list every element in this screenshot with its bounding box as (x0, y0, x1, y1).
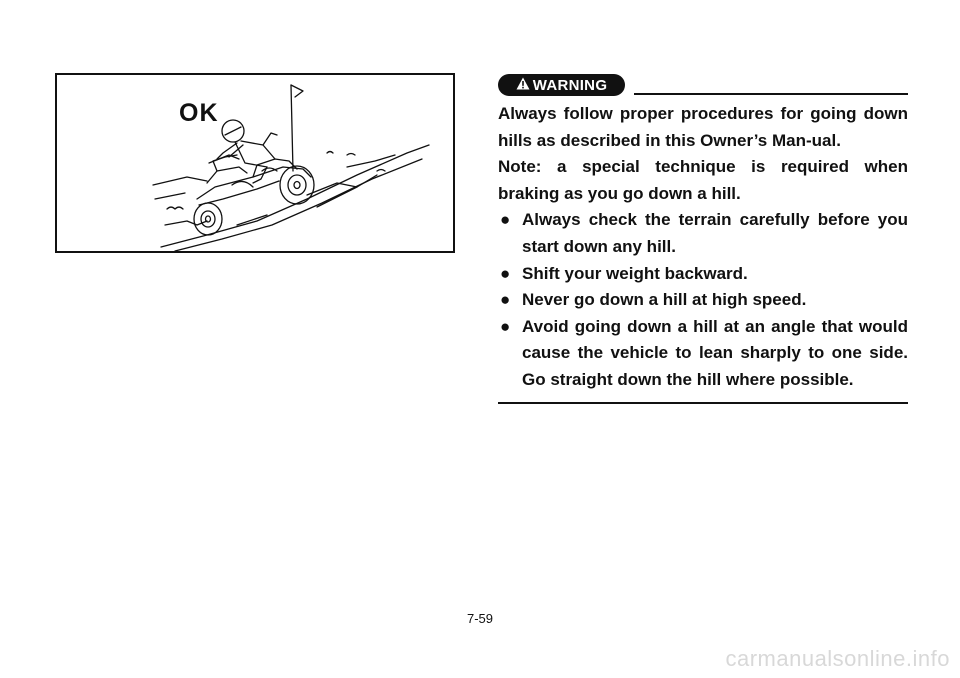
warning-bottom-rule (498, 402, 908, 404)
illustration-frame (55, 73, 455, 253)
list-item: ● Always check the terrain carefully before you start down any hill. (498, 207, 908, 260)
bullet-icon: ● (500, 290, 511, 310)
list-item: ● Shift your weight backward. (498, 261, 908, 288)
bullet-icon: ● (500, 316, 511, 336)
warning-header-rule (634, 93, 908, 95)
watermark: carmanualsonline.info (725, 646, 950, 671)
warning-body (498, 101, 908, 394)
warning-bullet-list (498, 207, 908, 393)
list-item: ● Avoid going down a hill at an angle that would cause the vehicle to lean sharply to one side. Go straight down the hill where possible. (498, 314, 908, 394)
warning-triangle-icon (516, 77, 530, 94)
warning-badge (498, 74, 625, 96)
warning-paragraph: Note: a special technique is required when braking as you go down a hill. (498, 157, 908, 203)
warning-header (498, 74, 908, 96)
warning-paragraph: Always follow proper procedures for going down hills as described in this Owner’s Man-ual. (498, 104, 908, 150)
page-number: 7-59 (466, 611, 494, 626)
ok-label: OK (179, 99, 219, 127)
bullet-icon: ● (500, 263, 511, 283)
warning-badge-label: WARNING (532, 76, 608, 94)
atv-rider-downhill-illustration (57, 75, 453, 251)
warning-section (498, 74, 908, 404)
bullet-icon: ● (500, 210, 511, 230)
list-item: ● Never go down a hill at high speed. (498, 287, 908, 314)
